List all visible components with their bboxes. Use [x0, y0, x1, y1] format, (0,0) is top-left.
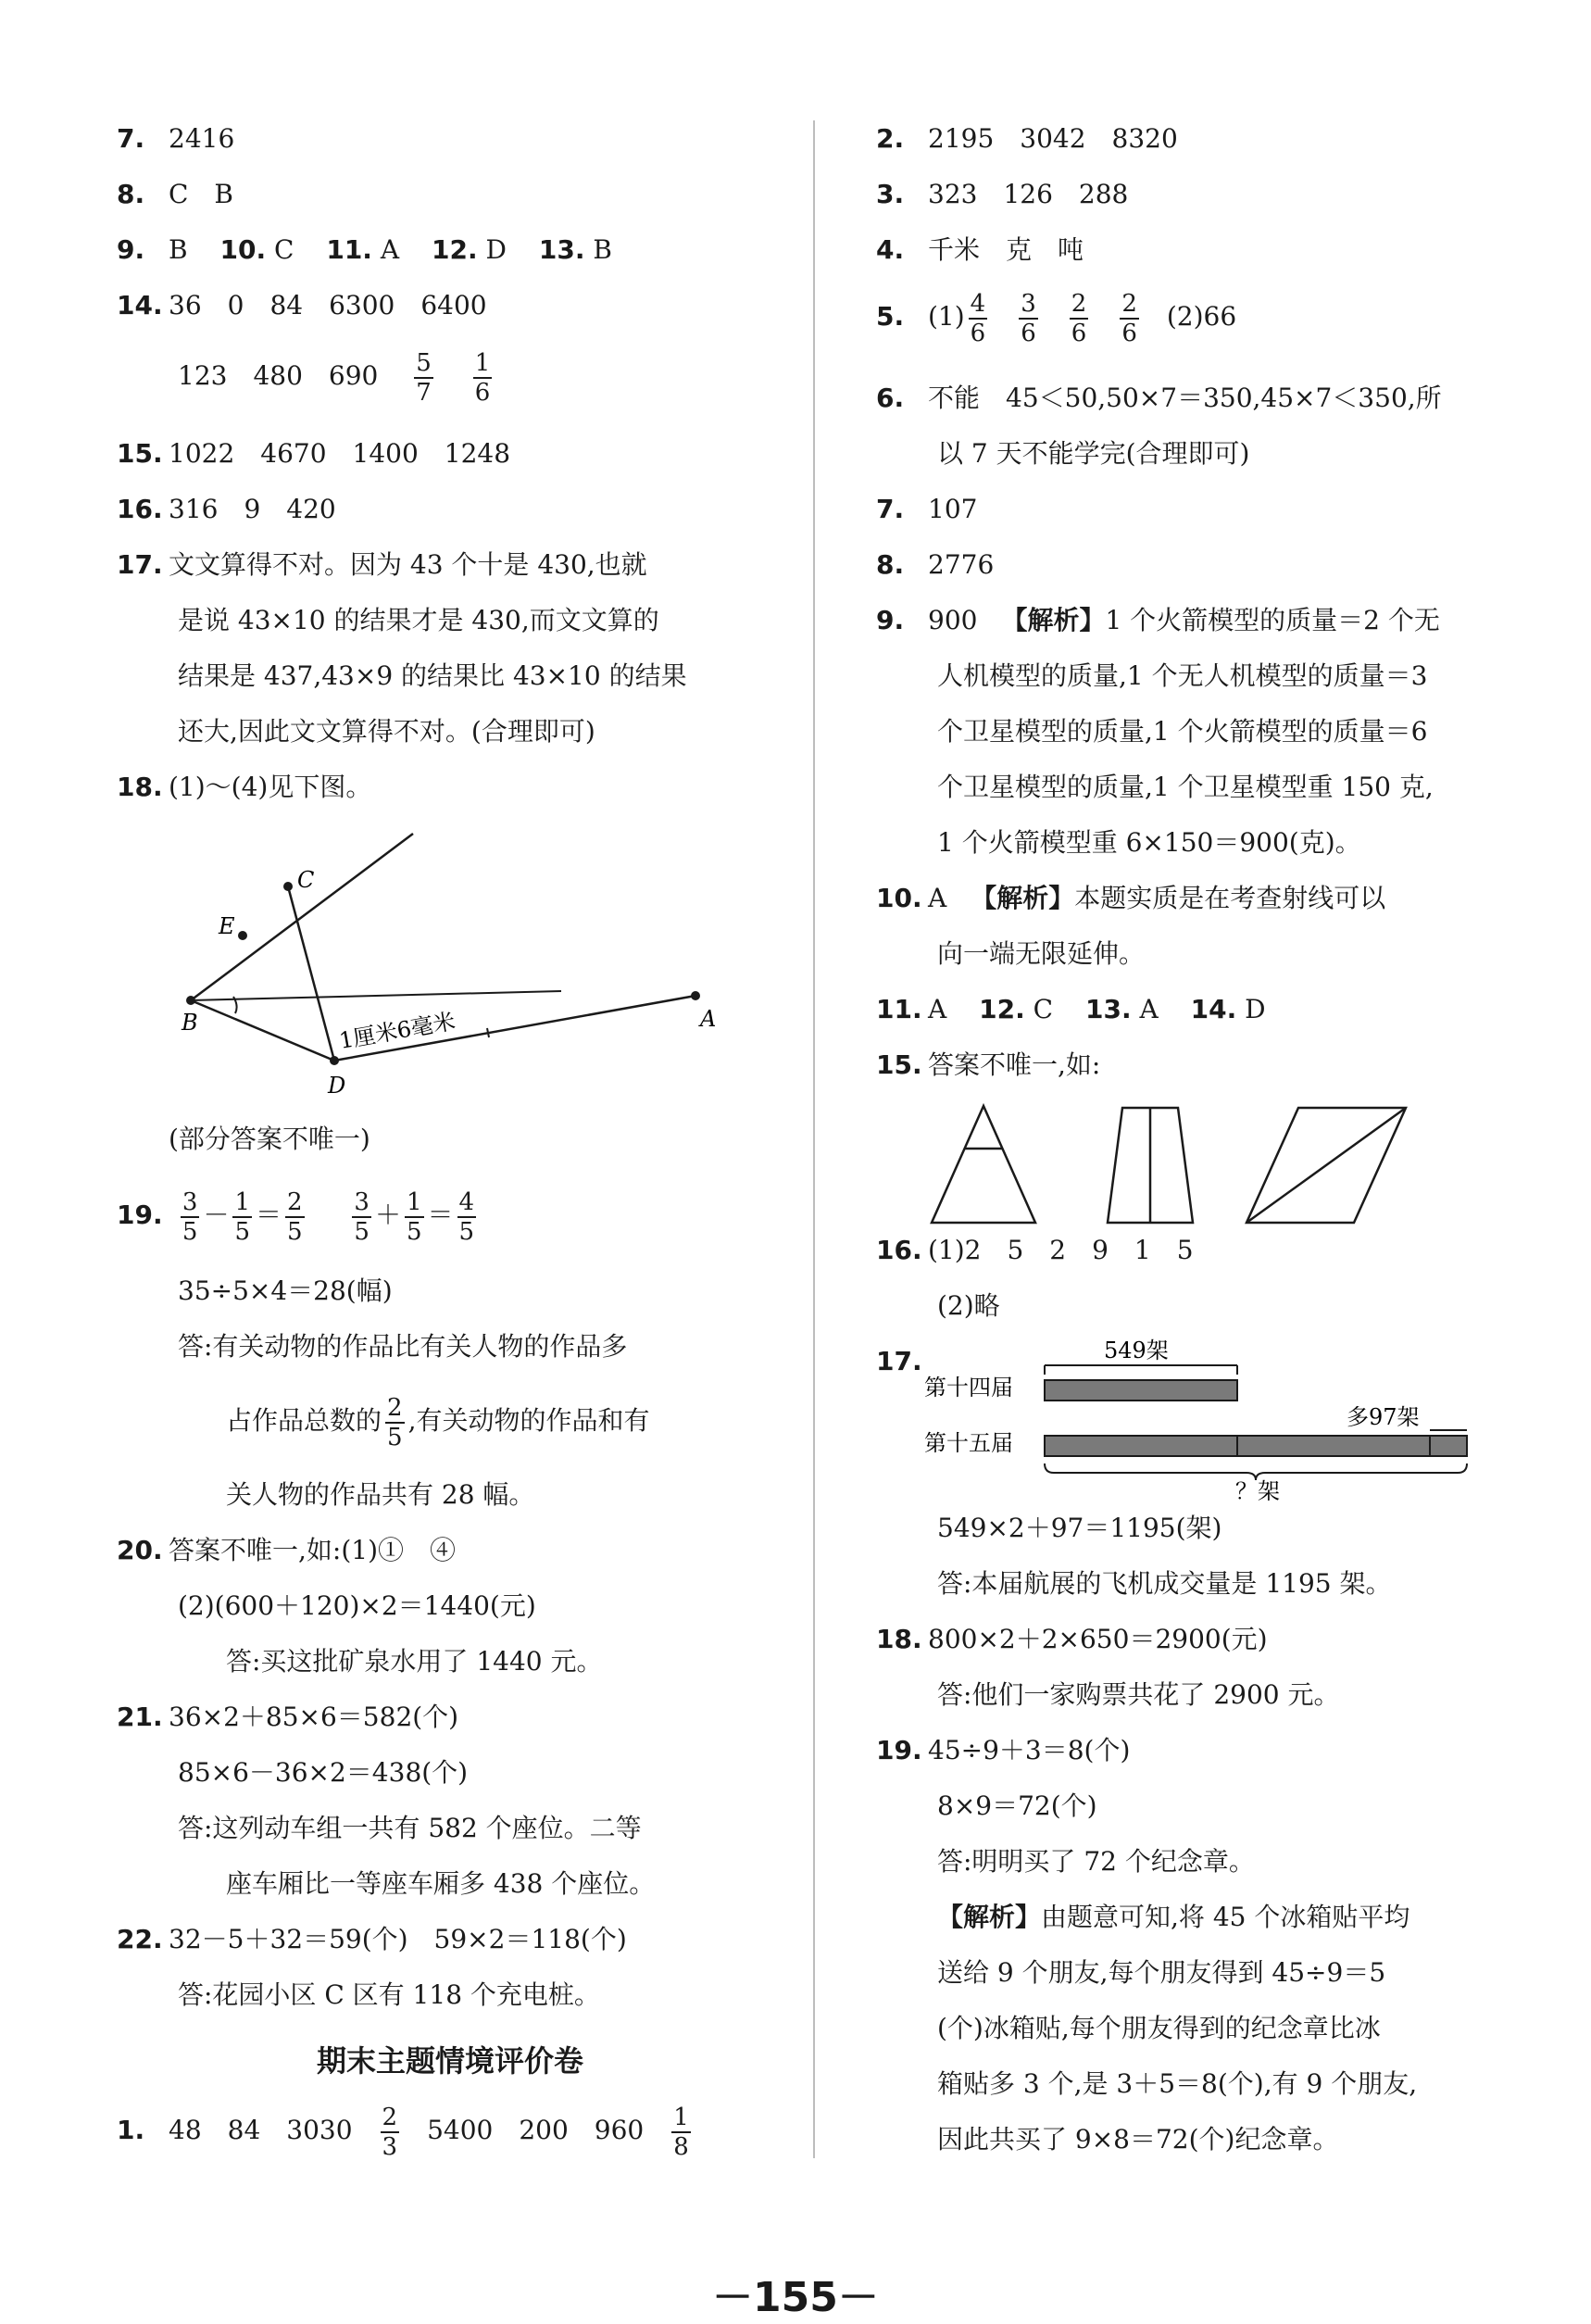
answer-r5: 5. (1) $\frac{4}{6}$ $\frac{3}{6}$ $\frac{2}{6}$ $\frac{2}{6}$ (2)66 — [876, 289, 1237, 347]
answer-r19-line: 因此共买了 9×8＝72(个)纪念章。 — [937, 2124, 1339, 2154]
answer-17-line: 还大,因此文文算得不对。(合理即可) — [178, 716, 595, 747]
bar-diagram — [924, 1334, 1480, 1501]
answer-r16-line: (2)略 — [937, 1290, 1000, 1321]
label-e: E — [219, 913, 235, 939]
answer-r11-14: 11. A 12. C 13. A 14. D — [876, 994, 1266, 1024]
answer-14: 14. 36 0 84 6300 6400 — [117, 290, 487, 320]
answer-18-note: (部分答案不唯一) — [169, 1124, 370, 1154]
answer-r19-line: 【解析】由题意可知,将 45 个冰箱贴平均 — [937, 1902, 1410, 1932]
point-d — [330, 1056, 339, 1065]
answer-19-line: 答:有关动物的作品比有关人物的作品多 — [178, 1331, 628, 1362]
answer-r19: 19. 45÷9＋3＝8(个) — [876, 1735, 1131, 1765]
answer-r6-line: 以 7 天不能学完(合理即可) — [937, 438, 1250, 469]
bar-14 — [1045, 1380, 1237, 1401]
answer-22-line: 答:花园小区 C 区有 118 个充电桩。 — [178, 1979, 600, 2010]
answer-r4: 4. 千米 克 吨 — [876, 234, 1084, 265]
answer-r18: 18. 800×2＋2×650＝2900(元) — [876, 1624, 1268, 1654]
answer-r17-line: 549×2＋97＝1195(架) — [937, 1513, 1222, 1543]
answer-r10: 10. A 【解析】本题实质是在考查射线可以 — [876, 883, 1386, 913]
answer-7: 7. 2416 — [117, 123, 235, 154]
answer-r8: 8. 2776 — [876, 549, 995, 580]
answer-r19-line: 8×9＝72(个) — [937, 1790, 1097, 1821]
answer-r18-line: 答:他们一家购票共花了 2900 元。 — [937, 1679, 1340, 1710]
answer-r3: 3. 323 126 288 — [876, 179, 1129, 209]
point-c — [283, 882, 293, 891]
label-b: B — [182, 1010, 198, 1036]
answer-r10-line: 向一端无限延伸。 — [937, 938, 1146, 969]
measure-label: 1厘米6毫米 — [337, 1008, 457, 1054]
answer-17: 17. 文文算得不对。因为 43 个十是 430,也就 — [117, 549, 647, 580]
answer-19-line: 占作品总数的 $\frac{2}{5}$ ,有关动物的作品和有 — [226, 1393, 650, 1451]
section-title: 期末主题情境评价卷 — [316, 2043, 583, 2079]
fraction: $\frac{5}{7}$ — [416, 348, 432, 407]
point-b — [186, 996, 195, 1005]
answer-r19-line: 箱贴多 3 个,是 3＋5＝8(个),有 9 个朋友, — [937, 2068, 1418, 2099]
label-d: D — [328, 1073, 346, 1099]
column-divider — [813, 120, 815, 2158]
answer-14-line2: 123 480 690 $\frac{5}{7}$ $\frac{1}{6}$ — [178, 348, 491, 407]
answer-9-13: 9. B 10. C 11. A 12. D 13. B — [117, 234, 612, 265]
answer-r7: 7. 107 — [876, 494, 978, 524]
answer-r16: 16. (1)2 5 2 9 1 5 — [876, 1235, 1194, 1265]
answer-r17: 17. — [876, 1346, 922, 1376]
label-a: A — [700, 1006, 717, 1032]
answer-r19-line: 送给 9 个朋友,每个朋友得到 45÷9＝5 — [937, 1957, 1386, 1988]
answer-19-line: 35÷5×4＝28(幅) — [178, 1275, 393, 1306]
segment-bd — [191, 1000, 334, 1061]
answer-r9-line: 个卫星模型的质量,1 个卫星模型重 150 克, — [937, 772, 1434, 802]
answer-22: 22. 32－5＋32＝59(个) 59×2＝118(个) — [117, 1924, 627, 1954]
parallel-line — [191, 991, 561, 1000]
answer-r9-line: 人机模型的质量,1 个无人机模型的质量＝3 — [937, 660, 1428, 691]
answer-19-line: 关人物的作品共有 28 幅。 — [226, 1479, 535, 1510]
bar-extra — [1430, 1436, 1467, 1456]
answer-r6: 6. 不能 45＜50,50×7＝350,45×7＜350,所 — [876, 383, 1442, 413]
answer-17-line: 是说 43×10 的结果才是 430,而文文算的 — [178, 605, 659, 635]
answer-20: 20. 答案不唯一,如:(1)① ④ — [117, 1535, 456, 1565]
point-e — [238, 931, 247, 940]
shapes-figure — [928, 1102, 1484, 1232]
answer-r17-line: 答:本届航展的飞机成交量是 1195 架。 — [937, 1568, 1392, 1599]
label-c: C — [297, 867, 315, 893]
answer-r9-line: 1 个火箭模型重 6×150＝900(克)。 — [937, 827, 1361, 858]
answer-r15: 15. 答案不唯一,如: — [876, 1049, 1101, 1080]
answer-21-line: 座车厢比一等座车厢多 438 个座位。 — [226, 1868, 656, 1899]
question-label: ？架 — [1235, 1478, 1280, 1501]
parallelogram-cut-line — [1246, 1108, 1406, 1223]
answer-16: 16. 316 9 420 — [117, 494, 336, 524]
bar-top-label: 549架 — [1104, 1338, 1169, 1363]
point-a — [691, 991, 700, 1000]
answer-r2: 2. 2195 3042 8320 — [876, 123, 1178, 154]
answer-r9: 9. 900 【解析】1 个火箭模型的质量＝2 个无 — [876, 605, 1440, 635]
fraction: $\frac{1}{6}$ — [474, 348, 491, 407]
answer-18: 18. (1)～(4)见下图。 — [117, 772, 372, 802]
answer-19: 19. $\frac{3}{5}$ － $\frac{1}{5}$ ＝ $\frac{2}{5}$ $\frac{3}{5}$ ＋ $\frac{1}{5}$ ＝ $\frac{4}{5}$ — [117, 1187, 475, 1246]
answer-21-line: 85×6－36×2＝438(个) — [178, 1757, 469, 1788]
row-label-15: 第十五届 — [924, 1430, 1013, 1456]
extra-label: 多97架 — [1347, 1404, 1420, 1430]
answer-21-line: 答:这列动车组一共有 582 个座位。二等 — [178, 1813, 642, 1843]
answer-20-line: (2)(600＋120)×2＝1440(元) — [178, 1590, 536, 1621]
answer-b1: 1. 48 84 3030 $\frac{2}{3}$ 5400 200 960 $\frac{1}{8}$ — [117, 2103, 689, 2161]
answer-17-line: 结果是 437,43×9 的结果比 43×10 的结果 — [178, 660, 687, 691]
answer-20-line: 答:买这批矿泉水用了 1440 元。 — [226, 1646, 603, 1677]
tick-mark — [487, 1028, 489, 1037]
answer-21: 21. 36×2＋85×6＝582(个) — [117, 1702, 459, 1732]
answer-r19-line: 答:明明买了 72 个纪念章。 — [937, 1846, 1255, 1877]
answer-r9-line: 个卫星模型的质量,1 个火箭模型的质量＝6 — [937, 716, 1428, 747]
answer-8: 8. C B — [117, 179, 234, 209]
geometry-figure — [172, 815, 802, 1121]
triangle-shape — [932, 1106, 1035, 1223]
row-label-14: 第十四届 — [924, 1375, 1013, 1401]
answer-r19-line: (个)冰箱贴,每个朋友得到的纪念章比冰 — [937, 2013, 1381, 2043]
page-number: －155－ — [712, 2274, 879, 2321]
segment-cd — [288, 886, 334, 1061]
answer-15: 15. 1022 4670 1400 1248 — [117, 438, 511, 469]
